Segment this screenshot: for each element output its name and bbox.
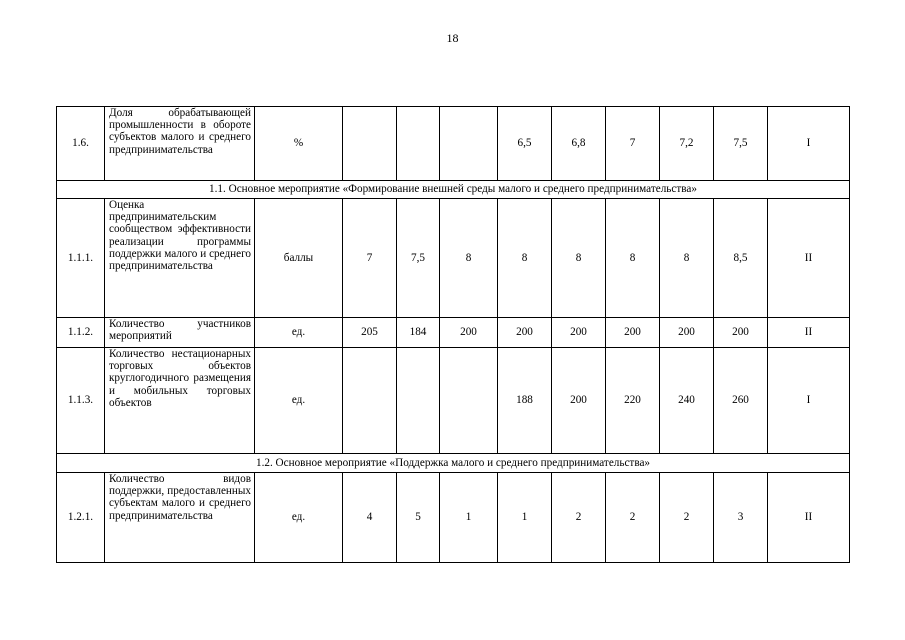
value-cell: 5 [397, 473, 440, 563]
value-cell: 220 [606, 348, 660, 454]
indicator-name: Оценка предпринимательским сообществом эффективности реализации программы поддержки малого и среднего предпринимательства [105, 199, 255, 318]
value-cell: 184 [397, 318, 440, 348]
value-cell: 8 [440, 199, 498, 318]
value-cell [343, 107, 397, 181]
value-cell: 6,8 [552, 107, 606, 181]
row-number: 1.2.1. [57, 473, 105, 563]
value-cell: 200 [552, 318, 606, 348]
value-cell: 200 [498, 318, 552, 348]
row-number: 1.6. [57, 107, 105, 181]
unit-cell: ед. [255, 348, 343, 454]
value-cell: 2 [606, 473, 660, 563]
section-title: 1.1. Основное мероприятие «Формирование внешней среды малого и среднего предпринимательства» [57, 181, 850, 199]
indicator-name: Доля обрабатывающей промышленности в обороте субъектов малого и среднего предпринимательства [105, 107, 255, 181]
value-cell: 8 [552, 199, 606, 318]
value-cell: 200 [606, 318, 660, 348]
value-cell: 8 [498, 199, 552, 318]
indicator-name: Количество видов поддержки, предоставленных субъектам малого и среднего предпринимательства [105, 473, 255, 563]
value-cell: 7 [343, 199, 397, 318]
unit-cell: ед. [255, 473, 343, 563]
section-row [57, 454, 850, 473]
indicator-name: Количество нестационарных торговых объектов круглогодичного размещения и мобильных торговых объектов [105, 348, 255, 454]
unit-cell: % [255, 107, 343, 181]
table-row [57, 199, 850, 318]
value-cell: 2 [552, 473, 606, 563]
row-number: 1.1.3. [57, 348, 105, 454]
value-cell: 200 [660, 318, 714, 348]
value-cell: 6,5 [498, 107, 552, 181]
stage-cell: II [768, 199, 850, 318]
section-title: 1.2. Основное мероприятие «Поддержка малого и среднего предпринимательства» [57, 454, 850, 473]
value-cell: 7,2 [660, 107, 714, 181]
value-cell [440, 348, 498, 454]
value-cell [397, 348, 440, 454]
value-cell [397, 107, 440, 181]
value-cell: 2 [660, 473, 714, 563]
unit-cell: ед. [255, 318, 343, 348]
row-number: 1.1.1. [57, 199, 105, 318]
table-row [57, 348, 850, 454]
value-cell: 7,5 [397, 199, 440, 318]
value-cell [343, 348, 397, 454]
value-cell: 3 [714, 473, 768, 563]
stage-cell: II [768, 473, 850, 563]
value-cell: 4 [343, 473, 397, 563]
section-row [57, 181, 850, 199]
value-cell: 200 [440, 318, 498, 348]
value-cell: 188 [498, 348, 552, 454]
value-cell: 7,5 [714, 107, 768, 181]
value-cell [440, 107, 498, 181]
value-cell: 8,5 [714, 199, 768, 318]
unit-cell: баллы [255, 199, 343, 318]
table-row [57, 107, 850, 181]
table-row [57, 473, 850, 563]
table-row [57, 318, 850, 348]
value-cell: 200 [552, 348, 606, 454]
value-cell: 205 [343, 318, 397, 348]
row-number: 1.1.2. [57, 318, 105, 348]
value-cell: 1 [440, 473, 498, 563]
indicator-name: Количество участников мероприятий [105, 318, 255, 348]
stage-cell: I [768, 107, 850, 181]
value-cell: 1 [498, 473, 552, 563]
page-number: 18 [446, 31, 459, 45]
stage-cell: II [768, 318, 850, 348]
value-cell: 8 [606, 199, 660, 318]
value-cell: 7 [606, 107, 660, 181]
stage-cell: I [768, 348, 850, 454]
value-cell: 200 [714, 318, 768, 348]
value-cell: 240 [660, 348, 714, 454]
value-cell: 260 [714, 348, 768, 454]
value-cell: 8 [660, 199, 714, 318]
indicators-table [56, 106, 850, 563]
